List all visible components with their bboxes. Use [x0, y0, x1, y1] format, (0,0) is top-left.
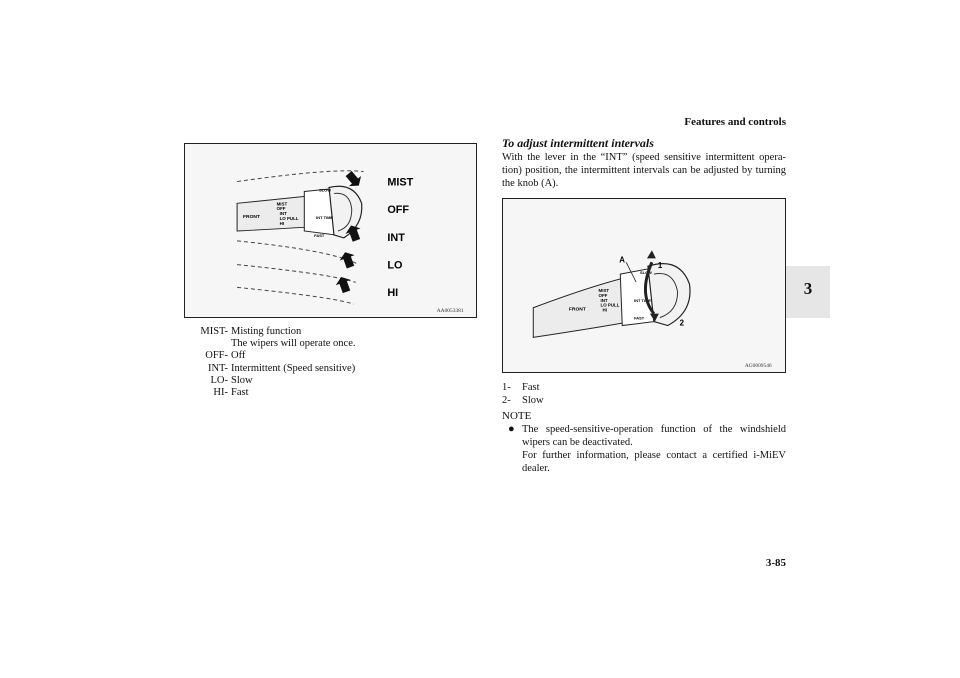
lever-label-fast: FAST [314, 232, 325, 238]
arrow-head-up-icon [647, 250, 656, 258]
list-item-desc: Fast [522, 382, 540, 393]
lever-position-lo-outline [237, 265, 356, 283]
legend-desc: Fast [231, 387, 249, 399]
lever-label-front: FRONT [243, 215, 261, 221]
lever-label-front: FRONT [568, 307, 586, 313]
legend-key: MIST- [200, 326, 228, 337]
page-number: 3-85 [765, 557, 786, 569]
lever-position-hi-outline [237, 287, 354, 304]
figure-code: AG0009546 [744, 363, 772, 370]
lever-label-int: INT [600, 297, 608, 303]
lever-label-slow: SLOW [319, 187, 331, 193]
figure-wiper-lever-positions [184, 143, 477, 318]
lever-position-int-outline [237, 241, 359, 265]
list-item-key: 2- [502, 395, 511, 406]
bullet-icon: ● [508, 423, 515, 435]
lever-label-off: OFF [276, 206, 286, 212]
list-item-key: 1- [502, 382, 511, 393]
legend-desc-sub: The wipers will operate once. [231, 338, 356, 350]
label-a: A [619, 255, 625, 265]
legend-row [184, 350, 356, 362]
list-item-desc: Slow [522, 395, 544, 406]
legend-key: INT- [207, 362, 228, 374]
lever-label-lo-pull: LO PULL [600, 302, 620, 308]
lever-label-mist: MIST [598, 287, 610, 293]
note-line: For further information, please contact a certified i-MiEV dealer. [522, 450, 786, 474]
lever-label-fast: FAST [634, 315, 645, 321]
position-label-int: INT [387, 231, 405, 244]
section-body: With the lever in the “INT” (speed sensitive intermittent opera-tion) position, the intermittent intervals can be adjusted by turning the knob (A). [502, 152, 786, 189]
legend-desc: Off [231, 350, 246, 362]
list-item [502, 394, 544, 407]
legend-row [184, 363, 356, 375]
legend-desc: Misting function [231, 326, 302, 337]
page-header-title: Features and controls [684, 116, 786, 128]
legend-desc: Intermittent (Speed sensitive) [231, 362, 356, 374]
legend-key: HI- [213, 387, 228, 399]
lever-label-int: INT [279, 211, 287, 217]
chapter-tab [786, 266, 830, 318]
legend-row [184, 387, 356, 399]
position-label-hi: HI [387, 287, 399, 300]
legend-key: OFF- [205, 350, 228, 362]
legend-row [184, 375, 356, 387]
label-1: 1 [657, 261, 663, 271]
lever-label-hi: HI [279, 221, 285, 227]
arrow-down-icon [338, 250, 358, 270]
lever-label-int-time: INT TIME [316, 215, 334, 221]
section-heading: To adjust intermittent intervals [502, 136, 654, 150]
knob-illustration [503, 199, 785, 372]
figure-code: AA0053381 [436, 308, 464, 315]
lever-label-lo-pull: LO PULL [279, 216, 299, 222]
note-label: NOTE [502, 410, 532, 422]
label-2: 2 [679, 318, 684, 328]
lever-label-off: OFF [598, 292, 608, 298]
legend-row [184, 338, 356, 350]
legend-desc: Slow [231, 374, 253, 386]
chapter-number: 3 [803, 279, 813, 298]
legend-row [184, 326, 356, 338]
position-label-off: OFF [387, 204, 410, 217]
numbered-list [502, 381, 544, 407]
note-text [522, 423, 786, 475]
lever-label-slow: SLOW [640, 270, 652, 276]
wiper-lever-illustration [185, 144, 476, 317]
note-body [508, 423, 786, 475]
lever-label-mist: MIST [276, 201, 288, 207]
position-label-mist: MIST [387, 176, 414, 189]
position-label-lo: LO [387, 259, 403, 272]
lever-label-hi: HI [602, 307, 607, 313]
lever-label-int-time: INT TIME [634, 297, 651, 303]
note-line: The speed-sensitive-operation function of the windshield wipers can be deactivated. [522, 424, 786, 448]
lever-position-mist-outline [237, 171, 364, 182]
legend-key: LO- [210, 374, 228, 386]
lever-position-legend [184, 326, 356, 399]
list-item [502, 381, 544, 394]
figure-intermittent-knob [502, 198, 786, 373]
